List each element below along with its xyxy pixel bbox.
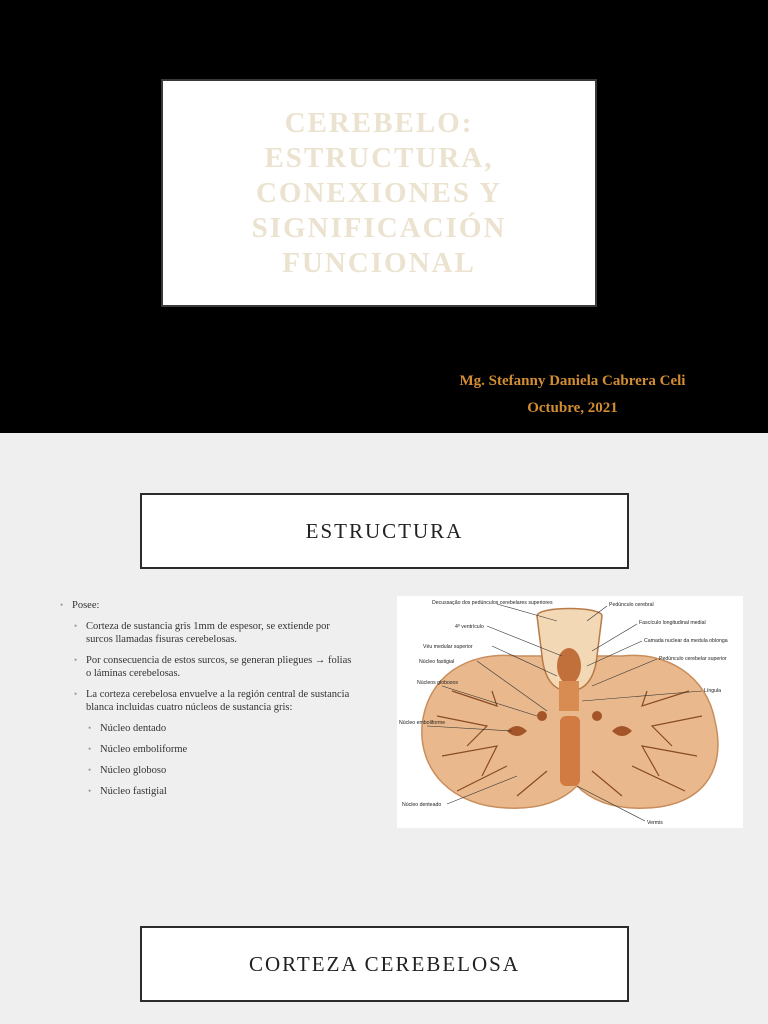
bullet-item: • Núcleo dentado <box>58 722 358 735</box>
label-pedunculo-cerebral: Pedúnculo cerebral <box>609 602 654 608</box>
label-vermis: Vermis <box>647 820 663 826</box>
bullet-item: • Núcleo emboliforme <box>58 743 358 756</box>
label-nucleos-globosos: Núcleos globosos <box>417 680 458 686</box>
label-veu-medular: Véu medular superior <box>423 644 473 650</box>
slide-title: CEREBELO: ESTRUCTURA, CONEXIONES Y SIGNIFICACIÓN FUNCIONAL <box>251 106 507 279</box>
title-box <box>161 79 597 307</box>
label-fasciculo: Fascículo longitudinal medial <box>639 620 706 626</box>
section-heading-corteza <box>140 926 629 1002</box>
bullet-list <box>58 599 358 806</box>
cerebellum-illustration <box>397 596 743 828</box>
bullet-item: • Por consecuencia de estos surcos, se generan pliegues → folias o láminas cerebelosas. <box>58 654 358 680</box>
author-block <box>400 368 745 422</box>
label-nucleo-fastigial: Núcleo fastigial <box>419 659 455 665</box>
label-4-ventriculo: 4º ventrículo <box>455 624 484 630</box>
section-heading-text: ESTRUCTURA <box>305 518 464 543</box>
label-decussacao: Decussação dos pedúnculos cerebelares superiores <box>432 600 553 606</box>
title-slide <box>0 0 768 433</box>
label-nucleo-denteado: Núcleo denteado <box>402 802 442 808</box>
label-camada-nuclear: Camada nuclear da medula oblonga <box>644 638 728 644</box>
bullet-item: • Corteza de sustancia gris 1mm de espesor, se extiende por surcos llamadas fisuras cerebelosas. <box>58 620 358 646</box>
label-nucleo-emboliforme: Núcleo emboliforme <box>399 720 446 726</box>
bullet-item: • La corteza cerebelosa envuelve a la región central de sustancia blanca incluidas cuatro núcleos de sustancia gris: <box>58 688 358 714</box>
author-name: Mg. Stefanny Daniela Cabrera Celi <box>459 373 686 389</box>
section-heading-estructura <box>140 493 629 569</box>
bullet-item: • Núcleo fastigial <box>58 785 358 798</box>
bullet-item: • Núcleo globoso <box>58 764 358 777</box>
estructura-slide <box>0 433 768 1024</box>
label-lingula: Língula <box>704 688 722 694</box>
bullet-item: • Posee: <box>58 599 358 612</box>
section-heading-text: CORTEZA CEREBELOSA <box>249 951 520 976</box>
presentation-date: Octubre, 2021 <box>527 400 618 416</box>
label-pedunculo-cerebelar: Pedúnculo cerebelar superior <box>659 656 727 662</box>
cerebellum-diagram <box>397 596 743 828</box>
